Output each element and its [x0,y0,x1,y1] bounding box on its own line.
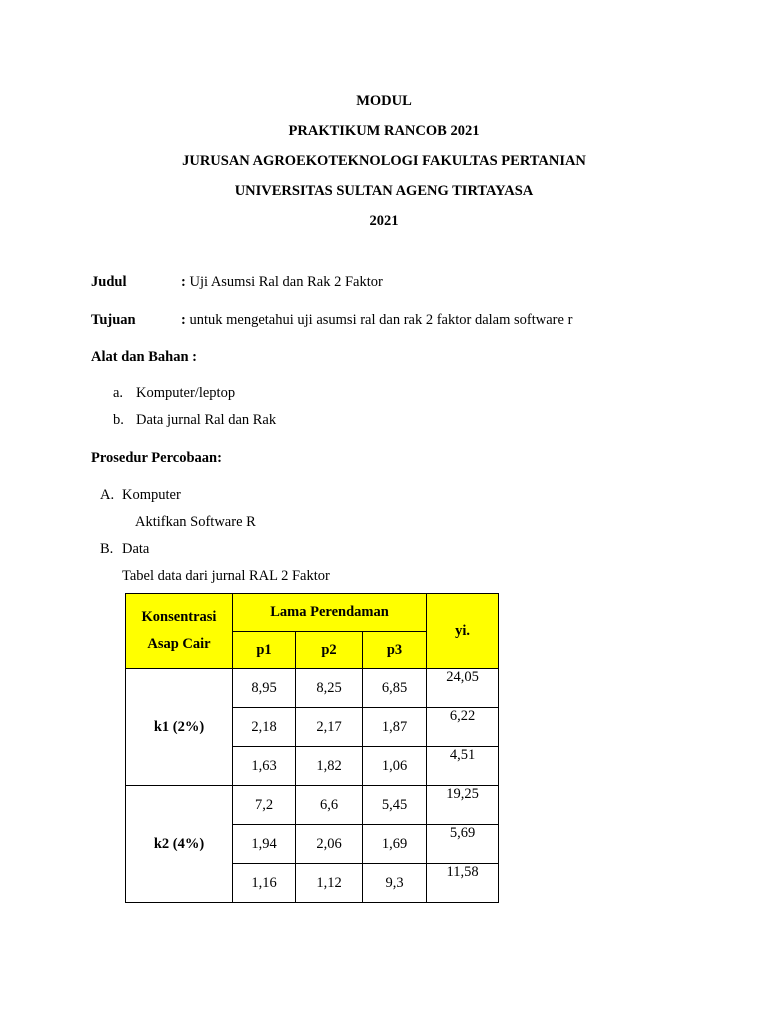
cell-p1: 8,95 [233,669,296,708]
title-praktikum: PRAKTIKUM RANCOB 2021 [288,123,480,139]
alat-item-text: Data jurnal Ral dan Rak [136,412,277,428]
cell-p1: 7,2 [233,786,296,825]
cell-yi: 19,25 [427,786,499,825]
cell-p2: 2,17 [296,708,363,747]
alat-item-marker: a. [113,385,124,401]
prosedur-item-text: Data [122,541,150,557]
cell-yi: 11,58 [427,864,499,903]
cell-yi: 6,22 [427,708,499,747]
alat-heading: Alat dan Bahan : [91,349,197,365]
cell-p1: 1,94 [233,825,296,864]
cell-p3: 5,45 [363,786,427,825]
prosedur-item-marker: B. [100,541,114,557]
cell-p2: 6,6 [296,786,363,825]
cell-p1: 2,18 [233,708,296,747]
judul-value-text: Uji Asumsi Ral dan Rak 2 Faktor [185,274,383,290]
cell-p2: 1,12 [296,864,363,903]
cell-p1: 1,63 [233,747,296,786]
header-lama-perendaman: Lama Perendaman [233,594,427,632]
alat-item-text: Komputer/leptop [136,385,236,401]
cell-yi: 4,51 [427,747,499,786]
title-modul: MODUL [356,93,412,109]
cell-p2: 1,82 [296,747,363,786]
prosedur-item-sub: Aktifkan Software R [135,514,256,530]
header-yi: yi. [427,594,499,669]
cell-p3: 1,69 [363,825,427,864]
group-label-k1: k1 (2%) [126,669,233,786]
table-row [126,786,499,825]
cell-p3: 1,87 [363,708,427,747]
header-konsentrasi: Konsentrasi Asap Cair [126,594,233,669]
prosedur-item-marker: A. [100,487,115,503]
cell-p2: 8,25 [296,669,363,708]
title-jurusan: JURUSAN AGROEKOTEKNOLOGI FAKULTAS PERTANIAN [182,153,586,169]
cell-yi: 24,05 [427,669,499,708]
title-universitas: UNIVERSITAS SULTAN AGENG TIRTAYASA [234,183,534,199]
data-table [125,593,499,903]
tujuan-label: Tujuan [91,312,136,328]
header-p1: p1 [233,632,296,669]
cell-p1: 1,16 [233,864,296,903]
alat-item-marker: b. [113,412,124,428]
table-caption: Tabel data dari jurnal RAL 2 Faktor [122,568,330,584]
header-p3: p3 [363,632,427,669]
tujuan-value-text: untuk mengetahui uji asumsi ral dan rak 2 faktor dalam software r [185,312,573,328]
cell-yi: 5,69 [427,825,499,864]
header-p2: p2 [296,632,363,669]
tujuan-value: : untuk mengetahui uji asumsi ral dan rak 2 faktor dalam software r [181,312,573,328]
group-label-k2: k2 (4%) [126,786,233,903]
prosedur-item-text: Komputer [122,487,181,503]
prosedur-heading: Prosedur Percobaan: [91,450,222,466]
table-row [126,669,499,708]
judul-value: : Uji Asumsi Ral dan Rak 2 Faktor [181,274,383,290]
judul-label: Judul [91,274,127,290]
cell-p3: 9,3 [363,864,427,903]
cell-p3: 1,06 [363,747,427,786]
title-year: 2021 [369,213,399,229]
cell-p3: 6,85 [363,669,427,708]
cell-p2: 2,06 [296,825,363,864]
